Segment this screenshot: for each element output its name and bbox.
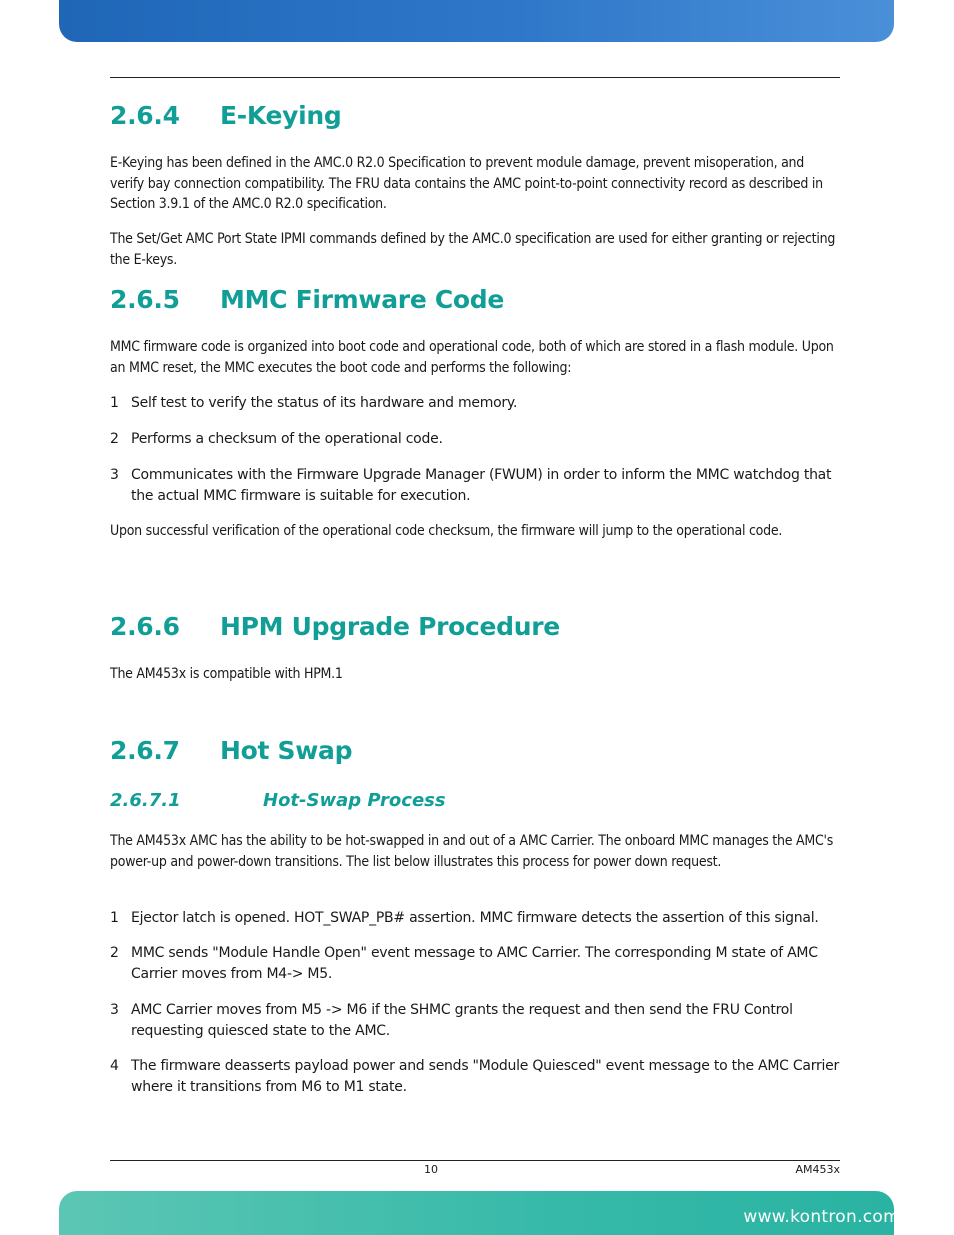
list-item xyxy=(110,943,840,984)
list-item xyxy=(110,908,840,929)
list-item xyxy=(110,393,840,414)
paragraph: The AM453x AMC has the ability to be hot-swapped in and out of a AMC Carrier. The onboard MMC manages the AMC's power-up and power-down transitions. The list below illustrates this process for power down request. xyxy=(110,833,834,870)
section-number: 2.6.4 xyxy=(110,101,180,130)
heading-2-6-7 xyxy=(110,736,352,765)
heading-2-6-5 xyxy=(110,285,504,314)
list-text: Ejector latch is opened. HOT_SWAP_PB# assertion. MMC firmware detects the assertion of this signal. xyxy=(131,910,819,926)
header-banner xyxy=(59,0,894,42)
section-number: 2.6.5 xyxy=(110,285,180,314)
section-title: Hot Swap xyxy=(220,736,353,765)
paragraph: E-Keying has been defined in the AMC.0 R2.0 Specification to prevent module damage, prevent misoperation, and verify bay connection compatibility. The FRU data contains the AMC point-to-point connectivity record as described in Section 3.9.1 of the AMC.0 R2.0 specification. xyxy=(110,155,823,212)
section-title: MMC Firmware Code xyxy=(220,285,505,314)
list-number: 3 xyxy=(110,1002,119,1018)
heading-2-6-7-1 xyxy=(110,790,446,811)
list-number: 2 xyxy=(110,431,119,447)
paragraph: Upon successful verification of the operational code checksum, the firmware will jump to the operational code. xyxy=(110,523,783,539)
list-number: 1 xyxy=(110,910,119,926)
section-title: HPM Upgrade Procedure xyxy=(220,612,560,641)
list-text: Self test to verify the status of its hardware and memory. xyxy=(131,395,518,411)
footer-rule xyxy=(110,1160,840,1161)
list-text: The firmware deasserts payload power and sends "Module Quiesced" event message to the AMC Carrier where it transitions from M6 to M1 state. xyxy=(131,1058,840,1095)
section-number: 2.6.6 xyxy=(110,612,180,641)
list-text: AMC Carrier moves from M5 -> M6 if the SHMC grants the request and then send the FRU Control requesting quiesced state to the AMC. xyxy=(131,1002,793,1039)
heading-2-6-6 xyxy=(110,612,560,641)
subsection-title: Hot-Swap Process xyxy=(263,790,446,811)
list-text: Communicates with the Firmware Upgrade Manager (FWUM) in order to inform the MMC watchdog that the actual MMC firmware is suitable for execution. xyxy=(131,467,832,504)
document-name: AM453x xyxy=(795,1163,840,1176)
list-item xyxy=(110,465,840,506)
list-item xyxy=(110,429,840,450)
website-link[interactable]: www.kontron.com xyxy=(743,1207,900,1227)
list-item xyxy=(110,1056,840,1097)
section-title: E-Keying xyxy=(220,101,342,130)
list-number: 2 xyxy=(110,945,119,961)
header-rule xyxy=(110,77,840,78)
section-number: 2.6.7 xyxy=(110,736,180,765)
paragraph: MMC firmware code is organized into boot code and operational code, both of which are stored in a flash module. Upon an MMC reset, the MMC executes the boot code and performs the following: xyxy=(110,339,834,376)
list-item xyxy=(110,1000,840,1041)
paragraph: The Set/Get AMC Port State IPMI commands defined by the AMC.0 specification are used for either granting or rejecting the E-keys. xyxy=(110,231,836,268)
heading-2-6-4 xyxy=(110,101,342,130)
paragraph: The AM453x is compatible with HPM.1 xyxy=(110,666,343,682)
subsection-number: 2.6.7.1 xyxy=(110,790,181,811)
list-number: 4 xyxy=(110,1058,119,1074)
list-text: Performs a checksum of the operational code. xyxy=(131,431,443,447)
page-number: 10 xyxy=(424,1163,438,1176)
list-number: 3 xyxy=(110,467,119,483)
list-text: MMC sends "Module Handle Open" event message to AMC Carrier. The corresponding M state of AMC Carrier moves from M4-> M5. xyxy=(131,945,818,982)
list-number: 1 xyxy=(110,395,119,411)
